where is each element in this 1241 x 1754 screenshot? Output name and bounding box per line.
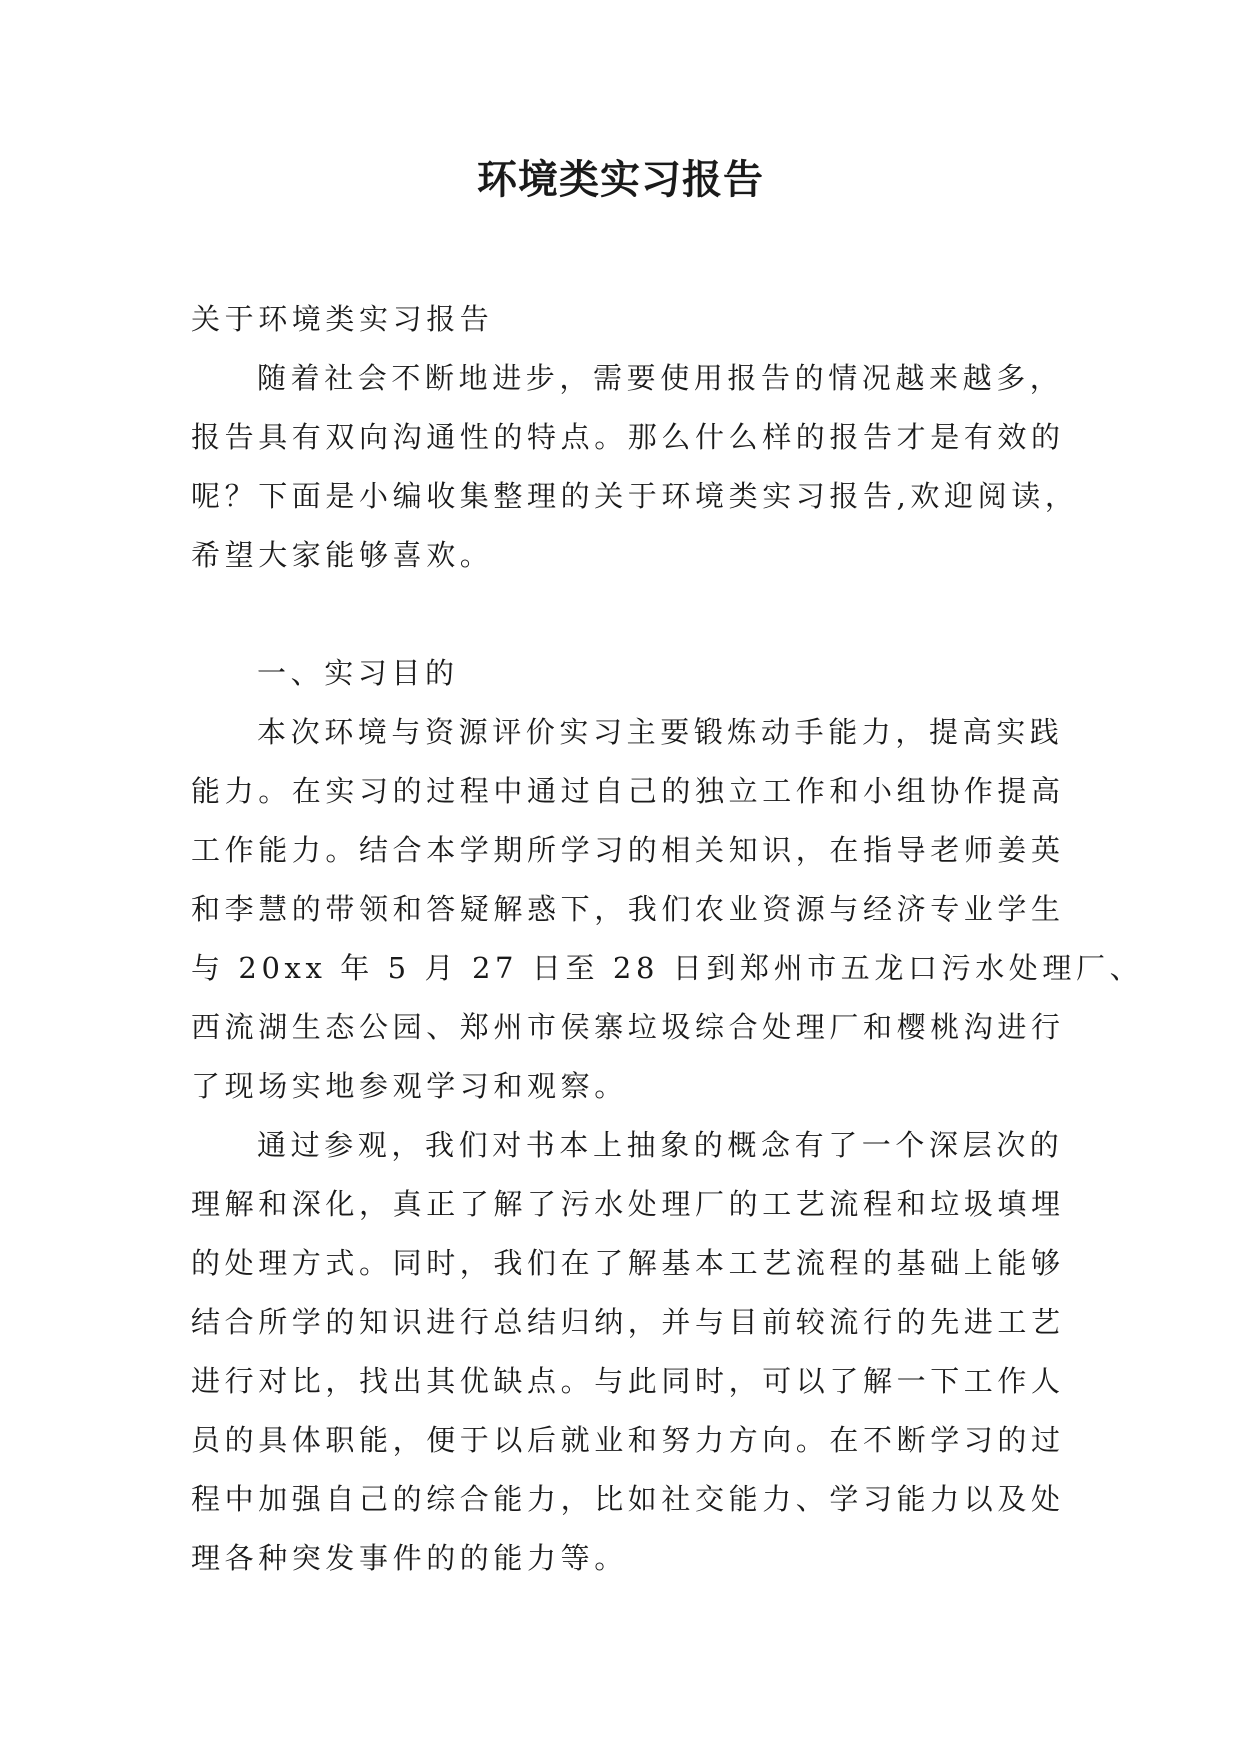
- paragraph-line: 程中加强自己的综合能力，比如社交能力、学习能力以及处: [191, 1482, 1065, 1516]
- document-body: [191, 290, 1144, 1588]
- paragraph-line: 通过参观，我们对书本上抽象的概念有了一个深层次的: [257, 1128, 1064, 1162]
- document-title: 环境类实习报告: [477, 156, 764, 203]
- paragraph-line: 理各种突发事件的的能力等。: [191, 1541, 628, 1575]
- paragraph-line: 和李慧的带领和答疑解惑下，我们农业资源与经济专业学生: [191, 892, 1065, 926]
- paragraph-line: 工作能力。结合本学期所学习的相关知识，在指导老师姜英: [191, 833, 1065, 867]
- paragraph-line: 与 20xx 年 5 月 27 日至 28 日到郑州市五龙口污水处理厂、: [191, 951, 1144, 985]
- paragraph-line: 希望大家能够喜欢。: [191, 538, 494, 572]
- blank-line: [191, 585, 1071, 644]
- paragraph-line: 进行对比，找出其优缺点。与此同时，可以了解一下工作人: [191, 1364, 1065, 1398]
- paragraph-line: 本次环境与资源评价实习主要锻炼动手能力，提高实践: [257, 715, 1064, 749]
- paragraph-line: 的处理方式。同时，我们在了解基本工艺流程的基础上能够: [191, 1246, 1065, 1280]
- paragraph-line: 报告具有双向沟通性的特点。那么什么样的报告才是有效的: [191, 420, 1065, 454]
- paragraph-line: 理解和深化，真正了解了污水处理厂的工艺流程和垃圾填埋: [191, 1187, 1065, 1221]
- paragraph-line: 员的具体职能，便于以后就业和努力方向。在不断学习的过: [191, 1423, 1065, 1457]
- paragraph-line: 能力。在实习的过程中通过自己的独立工作和小组协作提高: [191, 774, 1065, 808]
- paragraph-line: 随着社会不断地进步，需要使用报告的情况越来越多，: [257, 361, 1064, 395]
- section-heading: 一、实习目的: [257, 656, 459, 690]
- paragraph-line: 结合所学的知识进行总结归纳，并与目前较流行的先进工艺: [191, 1305, 1065, 1339]
- paragraph-line: 了现场实地参观学习和观察。: [191, 1069, 628, 1103]
- paragraph-line: 呢？下面是小编收集整理的关于环境类实习报告,欢迎阅读，: [191, 479, 1079, 513]
- subtitle-line: 关于环境类实习报告: [191, 302, 494, 336]
- paragraph-line: 西流湖生态公园、郑州市侯寨垃圾综合处理厂和樱桃沟进行: [191, 1010, 1065, 1044]
